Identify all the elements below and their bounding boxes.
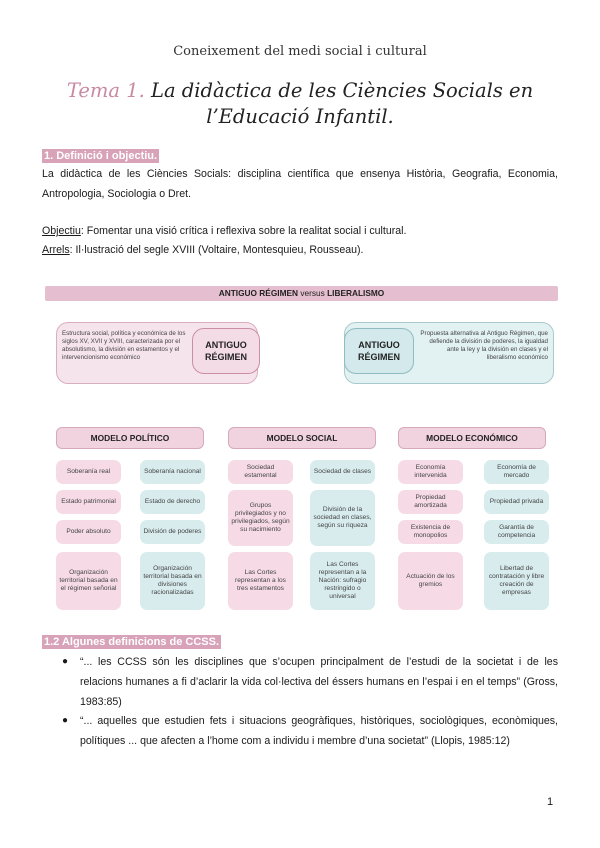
politico-antiguo-4: Organización territorial basada en el régimen señorial [56,552,121,610]
objectiu-text: : Fomentar una visió crítica i reflexiva sobre la realitat social i cultural. [80,225,407,237]
economico-liberal-3: Garantía de competencia [484,520,549,544]
politico-antiguo-2: Estado patrimonial [56,490,121,514]
social-liberal-2: División de la sociedad en clases, según su riqueza [310,490,375,546]
antiguo-regimen-button [192,328,260,374]
arrels-text: : Il·lustració del segle XVIII (Voltaire, Montesquieu, Rousseau). [69,244,364,256]
politico-liberal-4: Organización territorial basada en divisiones racionalizadas [140,552,205,610]
politico-antiguo-3: Poder absoluto [56,520,121,544]
section1-heading: 1. Definició i objectiu. [44,150,158,162]
banner-left: ANTIGUO RÉGIMEN [218,288,301,298]
arrels-line [42,240,558,260]
diagram-banner [45,286,558,301]
objectiu-line [42,221,558,241]
economico-antiguo-2: Propiedad amortizada [398,490,463,514]
page-number: 1 [547,796,554,808]
antiguo-regimen-desc: Estructura social, política y económica de los siglos XV, XVII y XVIII, caracterizada por el absolutismo, la división en estamentos y el intervencionismo económico [62,330,186,361]
economico-antiguo-3: Existencia de monopolios [398,520,463,544]
social-liberal-3: Las Cortes representan a la Nación: sufragio restringido o universal [310,552,375,610]
definition-text: La didàctica de les Ciències Socials: disciplina científica que ensenya Història, Geografia, Economia, Antropologia, Sociologia o Dret. [42,168,558,200]
banner-right: LIBERALISMO [324,288,385,298]
title-tema: Tema 1. [66,79,145,102]
objectiu-label: Objectiu [42,225,81,237]
modelo-social-header: MODELO SOCIAL [228,427,376,449]
social-liberal-1: Sociedad de clases [310,460,375,484]
social-antiguo-3: Las Cortes representan a los tres estamentos [228,552,293,610]
bullet-2: ● [62,715,69,726]
arrels-label: Arrels [42,244,70,256]
liberalismo-desc: Propuesta alternativa al Antiguo Régimen, que defiende la división de poderes, la igualdad ante la ley y la división en clases y el liberalismo económico [420,330,548,361]
politico-liberal-1: Soberanía nacional [140,460,205,484]
modelo-politico-header: MODELO POLÍTICO [56,427,204,449]
politico-antiguo-1: Soberanía real [56,460,121,484]
politico-liberal-2: Estado de derecho [140,490,205,514]
liberalismo-btn-label: ANTIGUO RÉGIMEN [357,340,400,362]
economico-liberal-4: Libertad de contratación y libre creación de empresas [484,552,549,610]
banner-mid: versus [300,288,325,298]
social-antiguo-1: Sociedad estamental [228,460,293,484]
politico-liberal-3: División de poderes [140,520,205,544]
quote-2: “... aquelles que estudien fets i situacions geogràfiques, històriques, sociològiques, econòmiques, polítiques ... que afecten a l’home com a individu i membre d’una societat” (Llopis, 1985:12) [80,715,558,747]
social-antiguo-2: Grupos privilegiados y no privilegiados, según su nacimiento [228,490,293,546]
section2-heading: 1.2 Algunes definicions de CCSS. [44,636,220,648]
economico-liberal-1: Economía de mercado [484,460,549,484]
document-header: Coneixement del medi social i cultural [173,44,427,59]
antiguo-regimen-btn-label: ANTIGUO RÉGIMEN [204,340,247,362]
economico-antiguo-4: Actuación de los gremios [398,552,463,610]
page-title [40,78,560,103]
title-line1: La didàctica de les Ciències Socials en [151,79,534,102]
economico-liberal-2: Propiedad privada [484,490,549,514]
page-title-line2: l’Educació Infantil. [206,105,394,128]
modelo-economico-header: MODELO ECONÓMICO [398,427,546,449]
quote-1: “... les CCSS són les disciplines que s’ocupen principalment de l’estudi de la societat i de les relacions humanes a fi d’aclarir la vida col·lectiva del éssers humans en l’espai i en el temps” (Gross, 1983:85) [80,656,558,708]
liberalismo-button [344,328,414,374]
economico-antiguo-1: Economía intervenida [398,460,463,484]
bullet-1: ● [62,656,69,667]
